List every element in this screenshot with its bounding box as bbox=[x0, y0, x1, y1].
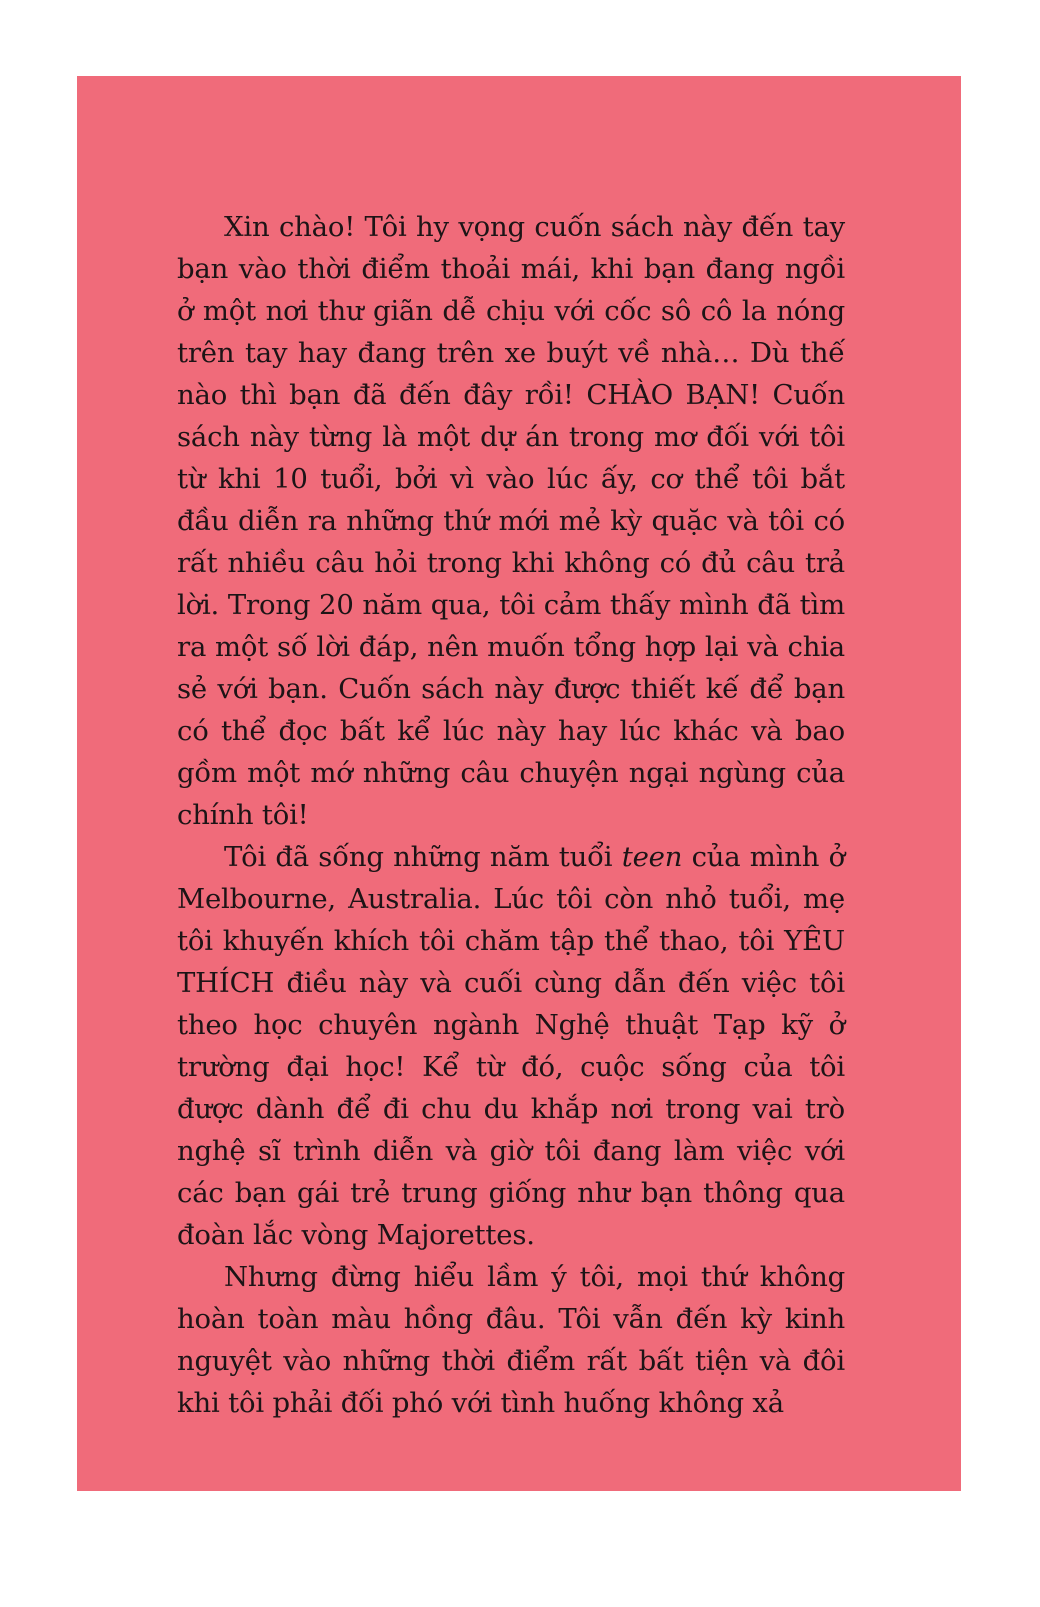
paragraph-intro: Xin chào! Tôi hy vọng cuốn sách này đến tay bạn vào thời điểm thoải mái, khi bạn đang ngồi ở một nơi thư giãn dễ chịu với cốc sô cô la nóng trên tay hay đang trên xe buýt về nhà… Dù thế nào thì bạn đã đến đây rồi! CHÀO BẠN! Cuốn sách này từng là một dự án trong mơ đối với tôi từ khi 10 tuổi, bởi vì vào lúc ấy, cơ thể tôi bắt đầu diễn ra những thứ mới mẻ kỳ quặc và tôi có rất nhiều câu hỏi trong khi không có đủ câu trả lời. Trong 20 năm qua, tôi cảm thấy mình đã tìm ra một số lời đáp, nên muốn tổng hợp lại và chia sẻ với bạn. Cuốn sách này được thiết kế để bạn có thể đọc bất kể lúc này hay lúc khác và bao gồm một mớ những câu chuyện ngại ngùng của chính tôi! bbox=[177, 211, 845, 831]
paragraph-background-rest: của mình ở Melbourne, Australia. Lúc tôi còn nhỏ tuổi, mẹ tôi khuyến khích tôi chăm tập thể thao, tôi YÊU THÍCH điều này và cuối cùng dẫn đến việc tôi theo học chuyên ngành Nghệ thuật Tạp kỹ ở trường đại học! Kể từ đó, cuộc sống của tôi được dành để đi chu du khắp nơi trong vai trò nghệ sĩ trình diễn và giờ tôi đang làm việc với các bạn gái trẻ trung giống như bạn thông qua đoàn lắc vòng Majorettes. bbox=[177, 841, 845, 1251]
italic-word-teen: teen bbox=[621, 841, 683, 873]
paragraph-caveat: Nhưng đừng hiểu lầm ý tôi, mọi thứ không hoàn toàn màu hồng đâu. Tôi vẫn đến kỳ kinh nguyệt vào những thời điểm rất bất tiện và đôi khi tôi phải đối phó với tình huống không xả bbox=[177, 1261, 845, 1419]
paragraph-background bbox=[177, 836, 845, 1256]
page-panel bbox=[77, 76, 961, 1491]
paragraph-background-start: Tôi đã sống những năm tuổi bbox=[224, 841, 622, 873]
body-text bbox=[177, 206, 845, 1424]
